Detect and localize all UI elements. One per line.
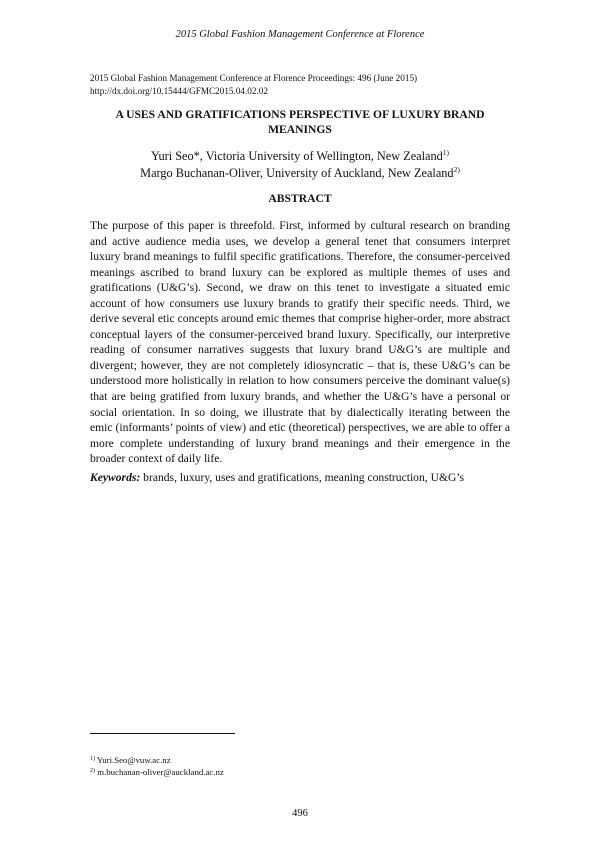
paper-title: A USES AND GRATIFICATIONS PERSPECTIVE OF LUXURY BRAND MEANINGS (115, 108, 485, 136)
footnote-divider (90, 733, 235, 734)
page-number: 496 (292, 808, 308, 819)
footnotes (90, 754, 224, 778)
footnote (90, 754, 224, 766)
running-header: 2015 Global Fashion Management Conference at Florence (175, 29, 425, 40)
author-list (90, 148, 510, 181)
keywords-label: Keywords: (90, 471, 141, 484)
abstract-heading: ABSTRACT (268, 192, 332, 205)
keywords-line (90, 471, 510, 484)
abstract-body: The purpose of this paper is threefold. First, informed by cultural research on branding and active audience media uses, we develop a general tenet that consumers interpret luxury brand meanings to fulfil specific gratifications. Therefore, the consumer-perceived meanings ascribed to brand luxury can be explored as multiple themes of uses and gratifications (U&G’s). Second, we draw on this tenet to investigate a situated emic account of how consumers use luxury brands to gratify their specific needs. Third, we derive several etic concepts around emic themes that comprise higher-order, more abstract conceptual layers of the consumer-perceived brand luxury. Specifically, our interpretive reading of consumer narratives suggests that luxury brand U&G’s are multiple and divergent; however, they are not completely idiosyncratic – that is, these U&G’s can be understood more holistically in relation to how consumers perceive the dominant value(s) that are being gratified from luxury brands, and whether the U&G’s have a personal or social orientation. In so doing, we illustrate that by dialectically iterating between the emic (informants’ points of view) and etic (theoretical) perspectives, we are able to offer a more complete understanding of luxury brand meanings and their emergence in the broader context of daily life. (90, 219, 510, 466)
author-line (90, 165, 510, 182)
footnote-mark: 2) (453, 164, 460, 174)
footnote (90, 766, 224, 778)
footnote-mark: 2) (90, 768, 95, 774)
footnote-mark: 1) (90, 756, 95, 762)
footnote-mark: 1) (442, 148, 450, 157)
footnote-email[interactable]: m.buchanan-oliver@auckland.ac.nz (97, 767, 224, 777)
author-affiliation: Margo Buchanan-Oliver, University of Auckland, New Zealand (140, 165, 454, 180)
author-affiliation: Yuri Seo*, Victoria University of Wellington, New Zealand (150, 149, 443, 163)
author-line (90, 148, 510, 165)
doi-link[interactable]: http://dx.doi.org/10.15444/GFMC2015.04.02.02 (90, 85, 268, 96)
proceedings-info (90, 72, 417, 97)
keywords-text: brands, luxury, uses and gratifications, meaning construction, U&G’s (143, 471, 465, 484)
footnote-email[interactable]: Yuri.Seo@vuw.ac.nz (96, 755, 171, 765)
proceedings-citation: 2015 Global Fashion Management Conference at Florence Proceedings: 496 (June 2015) (90, 73, 418, 83)
